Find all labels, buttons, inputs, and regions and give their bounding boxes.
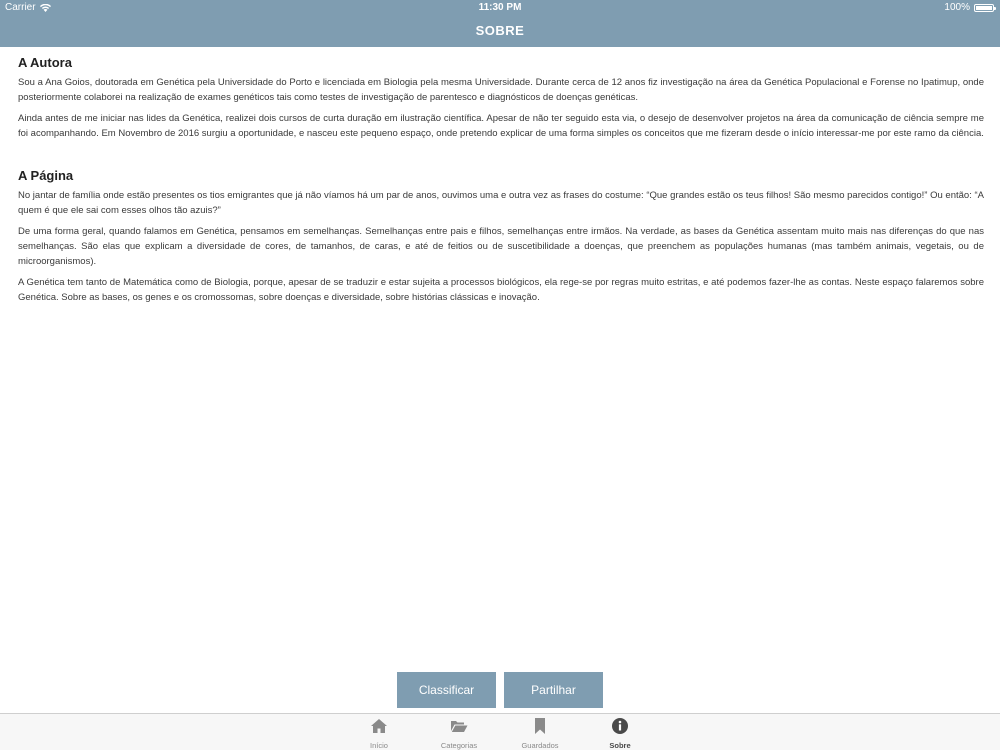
tab-label-categorias: Categorias bbox=[440, 741, 478, 750]
bookmark-icon bbox=[531, 717, 549, 735]
pagina-paragraph-1: No jantar de família onde estão presentes os tios emigrantes que já não víamos há um par de anos, ouvimos uma e outra vez as frases do costume: “Que grandes estão os teus filhos! São mesmo parecidos contigo!” Ou então: “A quem é que ele sai com esses olhos tão azuis?” bbox=[18, 190, 984, 216]
tab-bar bbox=[0, 713, 1000, 750]
tab-label-sobre: Sobre bbox=[609, 741, 631, 750]
autora-paragraph-1: Sou a Ana Goios, doutorada em Genética pela Universidade do Porto e licenciada em Biologia pela mesma Universidade. Durante cerca de 12 anos fiz investigação na área da Genética Populacional e Forense no Ipatimup, onde posteriormente colaborei na realização de exames genéticos tais como testes de investigação de parentesco e diagnósticos de doenças genéticas. bbox=[18, 77, 984, 103]
tab-label-guardados: Guardados bbox=[521, 741, 559, 750]
folder-open-icon bbox=[450, 717, 468, 735]
page-title: SOBRE bbox=[475, 23, 525, 38]
status-time: 11:30 PM bbox=[478, 2, 522, 13]
tab-categorias[interactable] bbox=[419, 717, 499, 750]
battery-status bbox=[944, 2, 994, 13]
pagina-paragraph-3: A Genética tem tanto de Matemática como de Biologia, porque, apesar de se traduzir e estar sujeita a processos biológicos, ela rege-se por regras muito estritas, e até podemos fazer-lhe as contas. Neste espaço falaremos sobre Genética. Sobre as bases, os genes e os cromossomas, sobre doenças e diversidade, sobre histórias clássicas e inovação. bbox=[18, 277, 984, 303]
info-circle-icon bbox=[611, 717, 629, 735]
tab-sobre[interactable] bbox=[580, 717, 660, 750]
share-button[interactable]: Partilhar bbox=[504, 672, 603, 708]
rate-button[interactable]: Classificar bbox=[397, 672, 496, 708]
autora-paragraph-2: Ainda antes de me iniciar nas lides da Genética, realizei dois cursos de curta duração em ilustração científica. Apesar de não ter seguido esta via, o desejo de desenvolver projetos na área da comunicação de ciência sempre me foi acompanhando. Em Novembro de 2016 surgiu a oportunidade, e nasceu este pequeno espaço, onde pretendo explicar de uma forma simples os conceitos que me fizeram desde o início interessar-me por este ramo da ciência. bbox=[18, 113, 984, 139]
pagina-paragraph-2: De uma forma geral, quando falamos em Genética, pensamos em semelhanças. Semelhanças entre pais e filhos, semelhanças entre irmãos. Na verdade, as bases da Genética assentam muito mais nas diferenças do que nas semelhanças. São elas que explicam a diversidade de cores, de tamanhos, de caras, e até de feitios ou de suscetibilidade a doenças, que preenchem as populações humanas (mas também animais, vegetais, ou de microorganismos). bbox=[18, 226, 984, 267]
tab-inicio[interactable] bbox=[339, 717, 419, 750]
battery-icon bbox=[974, 4, 994, 12]
battery-percent: 100% bbox=[944, 2, 970, 13]
section-heading-autora: A Autora bbox=[18, 55, 72, 70]
action-buttons bbox=[397, 672, 603, 708]
about-content bbox=[18, 52, 984, 305]
tab-label-inicio: Início bbox=[370, 741, 388, 750]
status-bar bbox=[0, 0, 1000, 16]
home-icon bbox=[370, 717, 388, 735]
tab-guardados[interactable] bbox=[500, 717, 580, 750]
nav-bar bbox=[0, 16, 1000, 47]
carrier-label: Carrier bbox=[5, 2, 36, 13]
section-heading-pagina: A Página bbox=[18, 168, 74, 183]
